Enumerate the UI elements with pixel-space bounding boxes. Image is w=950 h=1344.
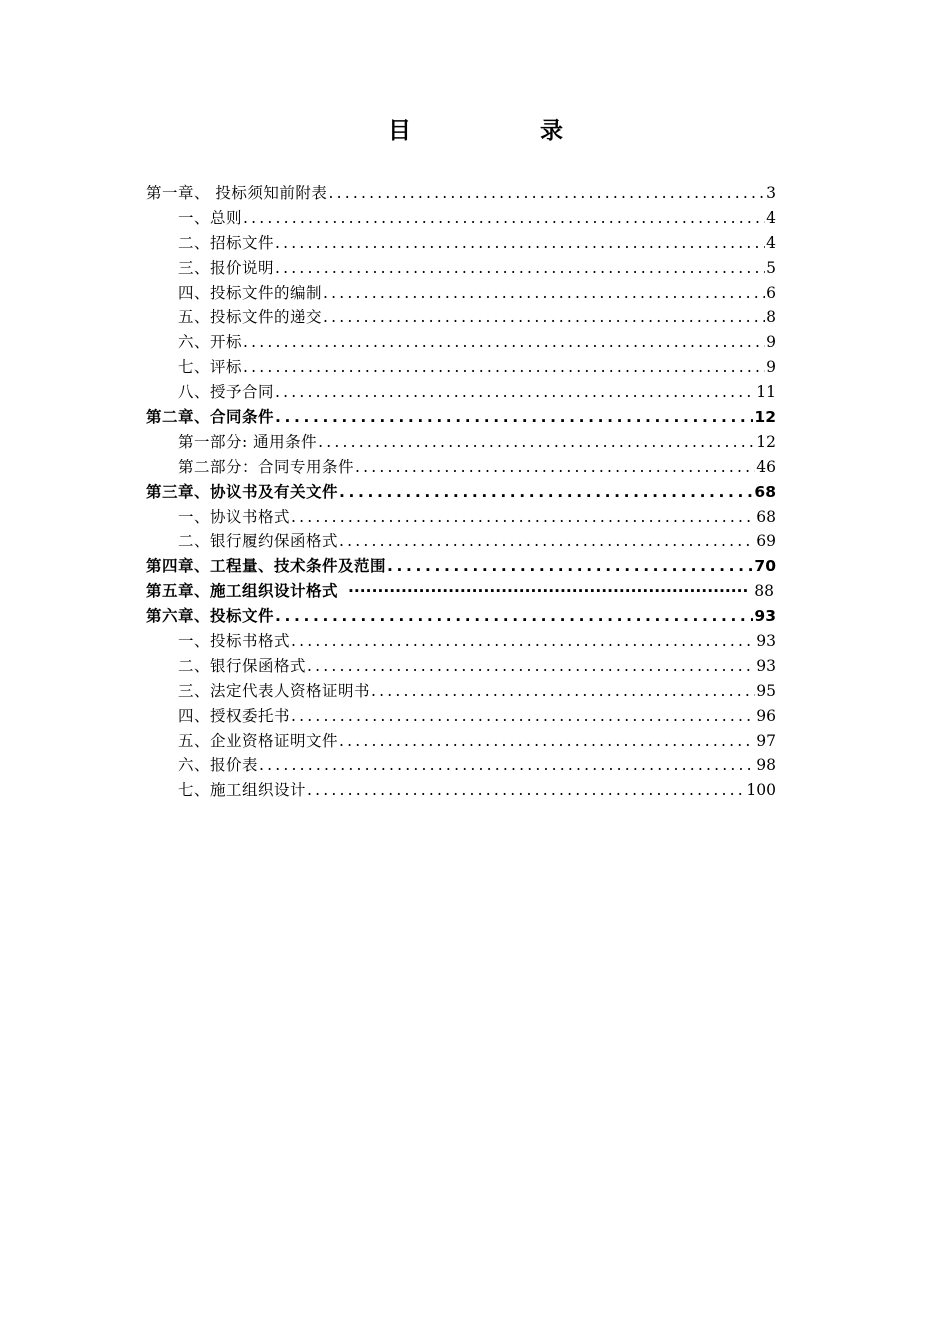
toc-dot-leader	[323, 305, 765, 330]
toc-dot-leader	[275, 380, 755, 405]
toc-entry-page-number: 68	[754, 482, 776, 501]
toc-entry[interactable]	[146, 529, 776, 554]
toc-entry-page-number: 5	[766, 258, 776, 277]
toc-entry-label: 三、报价说明	[178, 258, 275, 277]
toc-entry-page-number: 95	[756, 681, 776, 700]
toc-entry[interactable]	[146, 430, 776, 455]
toc-entry[interactable]	[146, 455, 776, 480]
toc-entry[interactable]	[146, 231, 776, 256]
toc-dot-leader	[387, 554, 753, 579]
toc-entry-page-number: 12	[756, 432, 776, 451]
toc-dot-leader	[275, 231, 765, 256]
toc-dot-leader	[243, 206, 765, 231]
toc-entry-label: 六、报价表	[178, 756, 259, 775]
toc-entry[interactable]	[146, 753, 776, 778]
toc-entry-label: 四、授权委托书	[178, 706, 291, 725]
toc-entry[interactable]	[146, 480, 776, 505]
toc-entry-page-number: 8	[766, 308, 776, 327]
toc-entry-label: 五、投标文件的递交	[178, 308, 323, 327]
toc-entry-page-number: 4	[766, 233, 776, 252]
toc-entry-page-number: 93	[756, 656, 776, 675]
toc-entry-page-number: 93	[754, 607, 776, 626]
toc-dot-leader	[275, 405, 753, 430]
toc-entry[interactable]	[146, 579, 776, 604]
toc-entry[interactable]	[146, 305, 776, 330]
toc-dot-leader	[355, 455, 755, 480]
toc-entry-page-number: 96	[756, 706, 776, 725]
toc-entry-label: 二、银行保函格式	[178, 656, 307, 675]
toc-dot-leader	[275, 256, 765, 281]
toc-entry[interactable]	[146, 679, 776, 704]
toc-entry-label: 第六章、投标文件	[146, 607, 275, 626]
toc-dot-leader	[339, 529, 755, 554]
toc-entry[interactable]	[146, 729, 776, 754]
toc-dot-leader	[307, 654, 755, 679]
toc-dot-leader	[275, 604, 753, 629]
toc-dot-leader	[291, 704, 755, 729]
page-title	[0, 116, 950, 150]
toc-entry-page-number: 98	[756, 756, 776, 775]
toc-entry-page-number: 69	[756, 532, 776, 551]
toc-entry[interactable]	[146, 554, 776, 579]
toc-entry-page-number: 4	[766, 208, 776, 227]
toc-entry-page-number: 93	[756, 632, 776, 651]
toc-entry-label: 二、招标文件	[178, 233, 275, 252]
toc-entry-label: 第二部分：合同专用条件	[178, 457, 355, 476]
toc-entry-page-number: 3	[766, 184, 776, 202]
toc-entry-label: 一、协议书格式	[178, 507, 291, 526]
toc-dot-leader	[243, 355, 765, 380]
toc-entry-label: 六、开标	[178, 333, 243, 352]
toc-entry[interactable]	[146, 330, 776, 355]
toc-entry-label: 三、法定代表人资格证明书	[178, 681, 371, 700]
toc-dot-leader	[318, 430, 755, 455]
toc-entry-page-number: 100	[746, 781, 776, 800]
toc-dot-leader	[371, 679, 755, 704]
toc-entry[interactable]	[146, 281, 776, 306]
toc-entry-label: 七、施工组织设计	[178, 781, 307, 800]
toc-entry-page-number: 68	[756, 507, 776, 526]
toc-entry-page-number: 88	[754, 582, 774, 601]
toc-entry[interactable]	[146, 604, 776, 629]
toc-dot-leader	[348, 579, 748, 604]
toc-dot-leader	[339, 729, 755, 754]
toc-dot-leader	[259, 753, 755, 778]
toc-dot-leader	[291, 629, 755, 654]
toc-entry-page-number: 9	[766, 333, 776, 352]
toc-entry[interactable]	[146, 704, 776, 729]
toc-entry[interactable]	[146, 206, 776, 231]
toc-entry-label: 一、投标书格式	[178, 632, 291, 651]
toc-entry[interactable]	[146, 405, 776, 430]
toc-entry-page-number: 12	[754, 408, 776, 427]
toc-entry-label: 五、企业资格证明文件	[178, 731, 339, 750]
toc-entry-label: 第五章、施工组织设计格式	[146, 582, 339, 601]
title-char-2: 录	[540, 118, 563, 144]
toc-entry-label: 八、授予合同	[178, 383, 275, 402]
toc-entry[interactable]	[146, 654, 776, 679]
toc-entry-label: 第三章、协议书及有关文件	[146, 482, 339, 501]
title-char-1: 目	[388, 118, 411, 144]
toc-entry-label: 一、总则	[178, 208, 243, 227]
toc-entry-label: 二、银行履约保函格式	[178, 532, 339, 551]
toc-entry-label: 七、评标	[178, 358, 243, 377]
toc-entry-label: 第二章、合同条件	[146, 408, 275, 427]
toc-entry[interactable]	[146, 355, 776, 380]
toc-entry-page-number: 11	[756, 383, 776, 402]
toc-entry[interactable]	[146, 629, 776, 654]
toc-dot-leader	[323, 281, 765, 306]
toc-entry-label: 第四章、工程量、技术条件及范围	[146, 557, 387, 576]
toc-dot-leader	[339, 480, 753, 505]
toc-entry-page-number: 9	[766, 358, 776, 377]
toc-entry-label: 第一部分: 通用条件	[178, 432, 318, 451]
toc-entry-label: 四、投标文件的编制	[178, 283, 323, 302]
toc-entry[interactable]	[146, 778, 776, 803]
toc-dot-leader	[291, 505, 755, 530]
toc-entry-label: 第一章、 投标须知前附表	[146, 184, 328, 202]
toc-entry-page-number: 70	[754, 557, 776, 576]
toc-entry-page-number: 6	[766, 283, 776, 302]
toc-dot-leader	[328, 181, 765, 206]
toc-dot-leader	[243, 330, 765, 355]
toc-entry[interactable]	[146, 256, 776, 281]
toc-entry[interactable]	[146, 505, 776, 530]
toc-dot-leader	[307, 778, 745, 803]
toc-entry[interactable]	[146, 380, 776, 405]
table-of-contents	[146, 181, 776, 803]
toc-entry-page-number: 97	[756, 731, 776, 750]
toc-entry-page-number: 46	[756, 457, 776, 476]
toc-entry[interactable]	[146, 181, 776, 206]
